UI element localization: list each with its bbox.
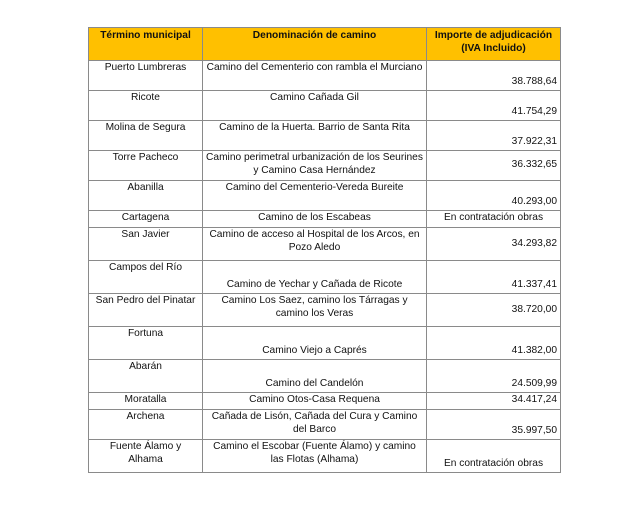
- amount-cell: 35.997,50: [427, 410, 561, 440]
- header-amount: Importe de adjudicación (IVA Incluido): [427, 28, 561, 61]
- municipality-cell: Fortuna: [89, 327, 203, 360]
- table-row: [89, 211, 561, 228]
- municipality-cell: Moratalla: [89, 393, 203, 410]
- table-row: [89, 261, 561, 294]
- municipality-cell: Fuente Álamo y Alhama: [89, 440, 203, 473]
- amount-cell: 40.293,00: [427, 181, 561, 211]
- road-name-cell: Camino del Cementerio con rambla el Murciano: [203, 61, 427, 91]
- road-name-cell: Camino Los Saez, camino los Tárragas y camino los Veras: [203, 294, 427, 327]
- table-row: [89, 393, 561, 410]
- amount-cell: 38.720,00: [427, 294, 561, 327]
- municipality-cell: Cartagena: [89, 211, 203, 228]
- municipality-cell: Ricote: [89, 91, 203, 121]
- amount-cell: 38.788,64: [427, 61, 561, 91]
- road-name-cell: Camino de acceso al Hospital de los Arcos, en Pozo Aledo: [203, 228, 427, 261]
- table-row: [89, 410, 561, 440]
- municipality-cell: Molina de Segura: [89, 121, 203, 151]
- table-row: [89, 91, 561, 121]
- road-name-cell: Camino de Yechar y Cañada de Ricote: [203, 261, 427, 294]
- amount-cell: 41.754,29: [427, 91, 561, 121]
- table-row: [89, 151, 561, 181]
- table-row: [89, 228, 561, 261]
- municipality-cell: San Javier: [89, 228, 203, 261]
- table-row: [89, 121, 561, 151]
- road-name-cell: Cañada de Lisón, Cañada del Cura y Camino del Barco: [203, 410, 427, 440]
- road-name-cell: Camino del Cementerio-Vereda Bureite: [203, 181, 427, 211]
- municipality-cell: Campos del Río: [89, 261, 203, 294]
- municipality-cell: San Pedro del Pinatar: [89, 294, 203, 327]
- table-row: [89, 440, 561, 473]
- table-row: [89, 61, 561, 91]
- municipality-cell: Abanilla: [89, 181, 203, 211]
- road-name-cell: Camino de los Escabeas: [203, 211, 427, 228]
- road-name-cell: Camino del Candelón: [203, 360, 427, 393]
- road-name-cell: Camino Viejo a Caprés: [203, 327, 427, 360]
- header-municipality: Término municipal: [89, 28, 203, 61]
- table-row: [89, 327, 561, 360]
- table-row: [89, 181, 561, 211]
- table-row: [89, 360, 561, 393]
- municipality-cell: Torre Pacheco: [89, 151, 203, 181]
- amount-cell: 24.509,99: [427, 360, 561, 393]
- table-row: [89, 294, 561, 327]
- amount-cell: 36.332,65: [427, 151, 561, 181]
- table-header-row: [89, 28, 561, 61]
- amount-cell: 37.922,31: [427, 121, 561, 151]
- amount-cell: 41.382,00: [427, 327, 561, 360]
- municipality-cell: Archena: [89, 410, 203, 440]
- header-road-name: Denominación de camino: [203, 28, 427, 61]
- municipality-cell: Abarán: [89, 360, 203, 393]
- road-works-table: [88, 27, 561, 473]
- road-name-cell: Camino Otos-Casa Requena: [203, 393, 427, 410]
- road-name-cell: Camino el Escobar (Fuente Álamo) y camino las Flotas (Alhama): [203, 440, 427, 473]
- road-name-cell: Camino de la Huerta. Barrio de Santa Rita: [203, 121, 427, 151]
- amount-cell: 34.293,82: [427, 228, 561, 261]
- amount-cell: En contratación obras: [427, 440, 561, 473]
- municipality-cell: Puerto Lumbreras: [89, 61, 203, 91]
- amount-cell: 41.337,41: [427, 261, 561, 294]
- amount-cell: 34.417,24: [427, 393, 561, 410]
- road-name-cell: Camino perimetral urbanización de los Seurines y Camino Casa Hernández: [203, 151, 427, 181]
- amount-cell: En contratación obras: [427, 211, 561, 228]
- road-name-cell: Camino Cañada Gil: [203, 91, 427, 121]
